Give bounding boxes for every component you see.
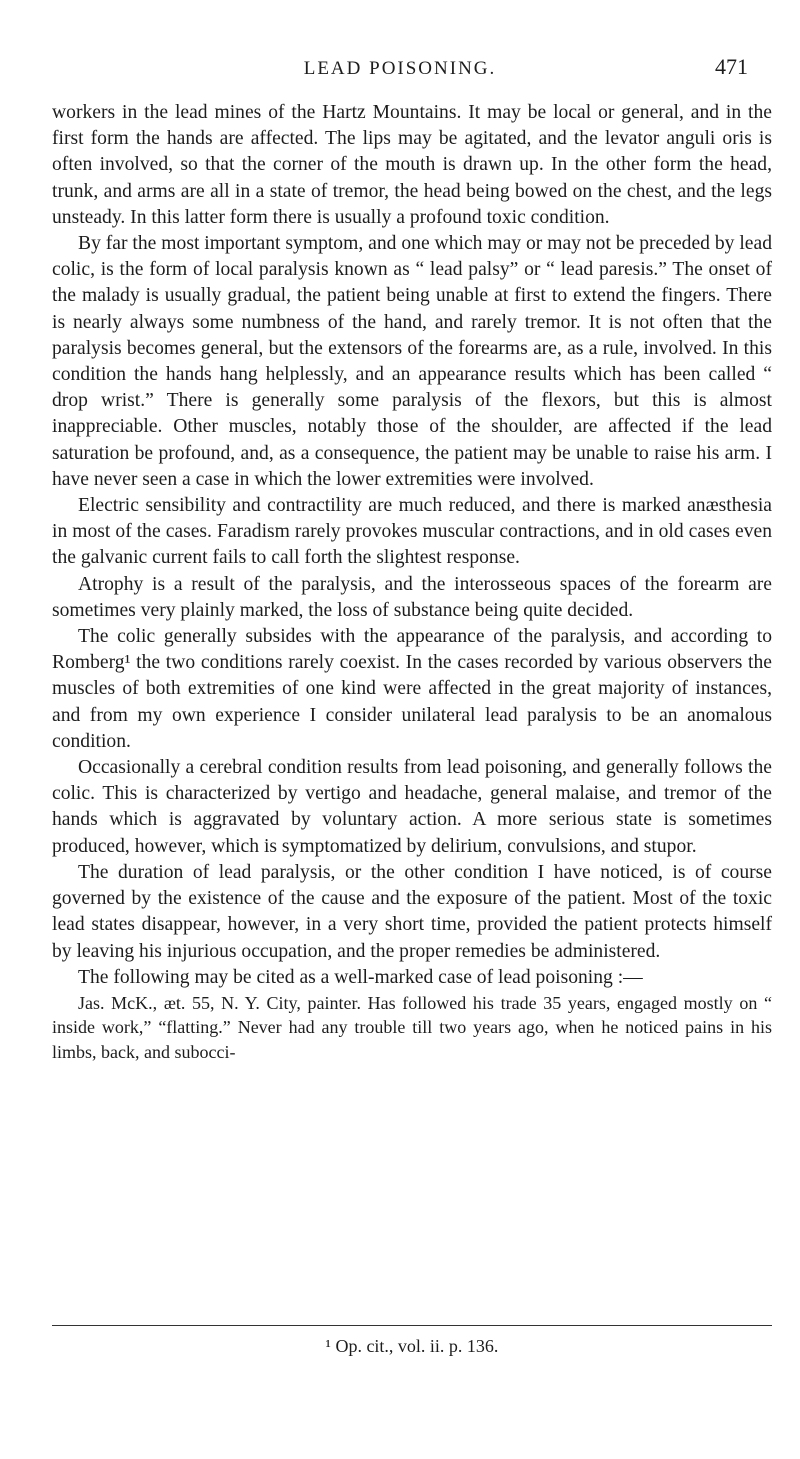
paragraph: The duration of lead paralysis, or the other condition I have noticed, is of course governed by the existence of the cause and the exposure of the patient. Most of the toxic lead states disappear, however, in a very short time, provided the patient protects himself by leaving his injurious occupation, and the proper remedies be administered.	[52, 861, 772, 962]
body-text	[52, 100, 772, 1064]
footnote: ¹ Op. cit., vol. ii. p. 136.	[325, 1336, 499, 1356]
paragraph: Electric sensibility and contractility are much reduced, and there is marked anæsthesia in most of the cases. Faradism rarely provokes muscular contractions, and in old cases even the galvanic current fails to call forth the slightest response.	[52, 495, 772, 569]
paragraph: Occasionally a cerebral condition results from lead poisoning, and generally follows the colic. This is characterized by vertigo and headache, general malaise, and tremor of the hands which is aggravated by voluntary action. A more serious state is sometimes produced, however, which is symptomatized by delirium, convulsions, and stupor.	[52, 757, 772, 857]
footnote-divider	[52, 1325, 772, 1326]
paragraph: workers in the lead mines of the Hartz Mountains. It may be local or general, and in the first form the hands are affected. The lips may be agitated, and the levator anguli oris is often involved, so that the corner of the mouth is drawn up. In the other form the head, trunk, and arms are all in a state of tremor, the head being bowed on the chest, and the legs unsteady. In this latter form there is usually a profound toxic condition.	[52, 102, 772, 228]
paragraph: Atrophy is a result of the paralysis, and the interosseous spaces of the forearm are sometimes very plainly marked, the loss of substance being quite decided.	[52, 573, 772, 621]
page-header	[0, 52, 800, 82]
paragraph: The colic generally subsides with the appearance of the paralysis, and according to Romberg¹ the two conditions rarely coexist. In the cases recorded by various observers the muscles of both extremities of one kind were affected in the great majority of instances, and from my own experience I consider unilateral lead paralysis to be an anomalous condition.	[52, 626, 772, 752]
paragraph: By far the most important symptom, and one which may or may not be preceded by lead colic, is the form of local paralysis known as “ lead palsy” or “ lead paresis.” The onset of the malady is usually gradual, the patient being unable at first to extend the fingers. There is nearly always some numbness of the hand, and rarely tremor. It is not often that the paralysis becomes general, but the extensors of the forearms are, as a rule, involved. In this condition the hands hang helplessly, and an appearance results which has been called “ drop wrist.” There is generally some paralysis of the flexors, but this is almost inappreciable. Other muscles, notably those of the shoulder, are affected if the lead saturation be profound, and, as a consequence, the patient may be unable to raise his arm. I have never seen a case in which the lower extremities were involved.	[52, 233, 772, 490]
case-report: Jas. McK., æt. 55, N. Y. City, painter. Has followed his trade 35 years, engaged mostly on “ inside work,” “flatting.” Never had any trouble till two years ago, when he noticed pains in his limbs, back, and subocci-	[52, 992, 772, 1062]
page-number: 471	[715, 54, 748, 79]
running-head: LEAD POISONING.	[303, 58, 497, 79]
paragraph: The following may be cited as a well-marked case of lead poisoning :—	[78, 966, 643, 988]
